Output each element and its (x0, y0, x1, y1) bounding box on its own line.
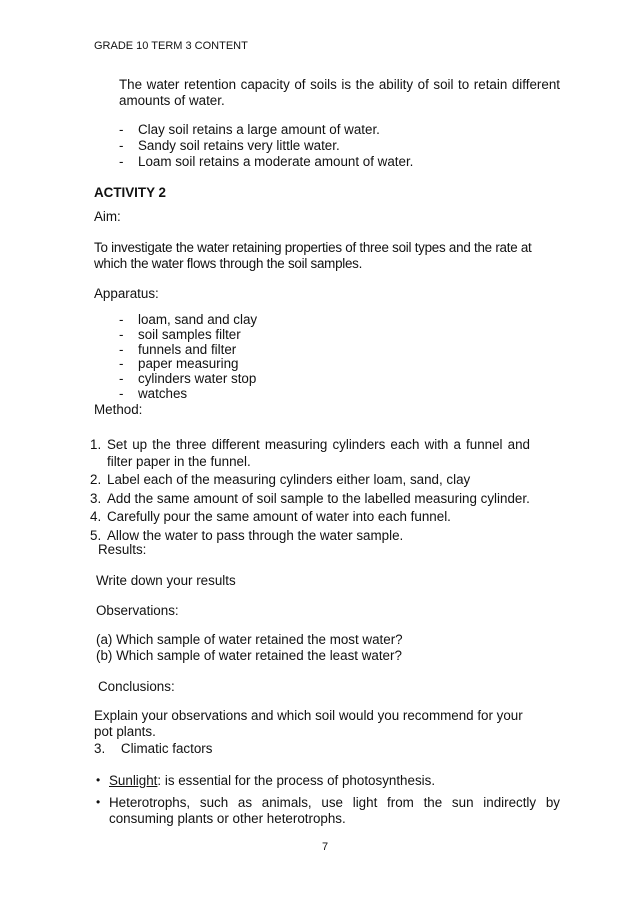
list-item: - paper measuring (119, 356, 239, 372)
apparatus-list (119, 313, 419, 402)
list-item: 5. Allow the water to pass through the water sample. (90, 527, 404, 543)
list-item: (a) Which sample of water retained the most water? (96, 632, 403, 647)
list-item: • Sunlight: is essential for the process of photosynthesis. (96, 773, 436, 788)
method-steps (90, 437, 530, 544)
list-item: • Heterotrophs, such as animals, use light from the sun indirectly by consuming plants or other heterotrophs. (96, 795, 560, 826)
list-item: - Loam soil retains a moderate amount of water. (119, 154, 414, 169)
list-item: (b) Which sample of water retained the least water? (96, 648, 402, 663)
bullet-icon: • (96, 795, 101, 809)
page-number: 7 (322, 841, 329, 853)
method-label: Method: (94, 402, 143, 417)
list-item: 1. Set up the three different measuring cylinders each with a funnel and filter paper in the funnel. (90, 437, 530, 469)
list-item: - watches (119, 385, 188, 401)
retention-list (119, 122, 559, 170)
conclusions-label: Conclusions: (98, 679, 175, 694)
observations-label: Observations: (96, 603, 179, 618)
section-title: Climatic factors (120, 741, 213, 756)
bullet-icon: • (96, 773, 101, 787)
list-item: - Clay soil retains a large amount of water. (119, 122, 380, 137)
apparatus-label: Apparatus: (94, 286, 159, 301)
activity-title: ACTIVITY 2 (94, 185, 166, 200)
results-text: Write down your results (96, 573, 236, 588)
list-item: 3. Add the same amount of soil sample to the labelled measuring cylinder. (90, 490, 530, 506)
list-item: - loam, sand and clay (119, 312, 258, 327)
aim-text: To investigate the water retaining properties of three soil types and the rate at which the water flows through the soil samples. (94, 240, 532, 271)
list-item: 4. Carefully pour the same amount of water into each funnel. (90, 509, 451, 524)
list-item: - funnels and filter (119, 341, 237, 357)
list-item: - cylinders water stop (119, 371, 257, 387)
section-number: 3. (94, 741, 106, 756)
section-3-heading (94, 741, 212, 757)
results-label: Results: (98, 542, 147, 557)
list-item: 2. Label each of the measuring cylinders either loam, sand, clay (90, 472, 471, 487)
intro-paragraph: The water retention capacity of soils is the ability of soil to retain different amounts of water. (119, 77, 560, 108)
observation-questions (96, 632, 516, 664)
list-item: - soil samples filter (119, 326, 241, 342)
conclusions-text: Explain your observations and which soil would you recommend for your pot plants. (94, 708, 523, 739)
aim-label: Aim: (94, 209, 121, 224)
climatic-bullets (96, 773, 560, 827)
list-item: - Sandy soil retains very little water. (119, 138, 340, 153)
page-header: GRADE 10 TERM 3 CONTENT (94, 40, 248, 52)
